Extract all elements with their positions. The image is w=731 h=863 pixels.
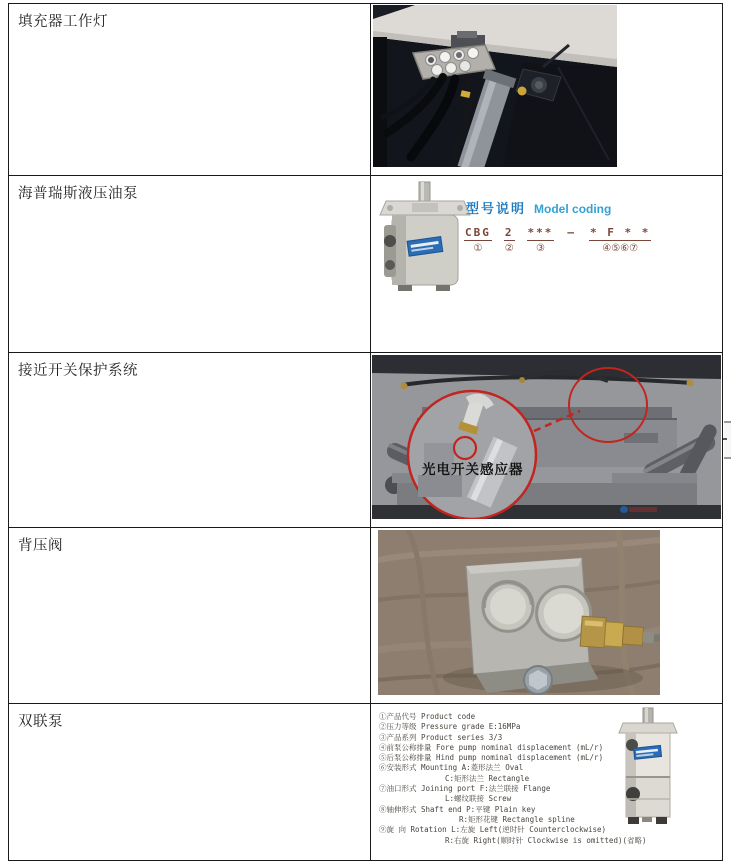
spec-line: ⑨旋 向 Rotation L:左旋 Left(逆时针 Counterclockwise) [379, 825, 607, 835]
part-image-cell [371, 4, 722, 175]
code-group: 2 ② [504, 226, 514, 254]
hex-fitting [524, 666, 552, 694]
table-row [9, 704, 722, 861]
double-pump-spec-list [379, 712, 647, 846]
part-name-cell: 双联泵 [9, 704, 371, 860]
gear-pump-photo [372, 181, 478, 293]
machine-scene [372, 355, 721, 519]
code-group: — [567, 226, 576, 239]
parts-table [8, 3, 723, 861]
part-name-cell: 背压阀 [9, 528, 371, 703]
pump-body [384, 215, 458, 291]
spec-line: C:矩形法兰 Rectangle [445, 773, 530, 783]
spec-line: ⑦油口形式 Joining port F:法兰联接 Flange [379, 784, 551, 794]
spec-line: ⑥安装形式 Mounting A:菱形法兰 Oval [379, 763, 524, 773]
sensor-annotation-label: 光电开关感应器 [422, 462, 524, 477]
code-group: * F * * ④⑤⑥⑦ [590, 226, 651, 254]
spec-line: ⑤后泵公称排量 Hind pump nominal displacement (mL/r) [379, 753, 604, 763]
watermark-logo [620, 505, 660, 514]
pump-flange [380, 201, 470, 215]
part-image-cell [371, 528, 722, 703]
table-row [9, 4, 722, 176]
table-row [9, 528, 722, 704]
spec-line: ③产品系列 Product series 3/3 [379, 732, 503, 742]
part-image-cell [371, 353, 722, 527]
spec-line: R:矩形花键 Rectangle spline [459, 814, 575, 824]
table-row [9, 353, 722, 528]
magnifier-circle [408, 391, 536, 519]
spec-line: R:右旋 Right(顺时针 Clockwise is omitted)(省略) [445, 835, 647, 845]
part-image-cell [371, 176, 722, 352]
proximity-switch-photo [372, 355, 721, 519]
valve-photo [378, 530, 660, 695]
spec-line: L:螺纹联接 Screw [445, 794, 512, 804]
double-pump-photo [613, 707, 683, 833]
code-group: CBG ① [465, 226, 491, 254]
part-name-cell: 填充器工作灯 [9, 4, 371, 175]
model-title-en: Model coding [534, 202, 612, 216]
part-name-cell: 海普瑞斯液压油泵 [9, 176, 371, 352]
part-name-cell: 接近开关保护系统 [9, 353, 371, 527]
spec-line: ⑧轴伸形式 Shaft end P:平键 Plain key [379, 804, 536, 814]
work-light-photo [373, 5, 617, 167]
model-title-cn: 型号说明 [466, 201, 527, 216]
spec-line: ④前泵公称排量 Fore pump nominal displacement (mL/r) [379, 742, 604, 752]
spec-line: ②压力等级 Pressure grade E:16MPa [379, 722, 521, 732]
table-row [9, 176, 722, 353]
code-group: *** ③ [527, 226, 554, 254]
model-coding-title [466, 198, 611, 218]
spec-line: ①产品代号 Product code [379, 712, 476, 721]
scrollbar-handle[interactable] [724, 421, 731, 459]
part-image-cell [371, 704, 722, 860]
model-code [464, 226, 651, 254]
